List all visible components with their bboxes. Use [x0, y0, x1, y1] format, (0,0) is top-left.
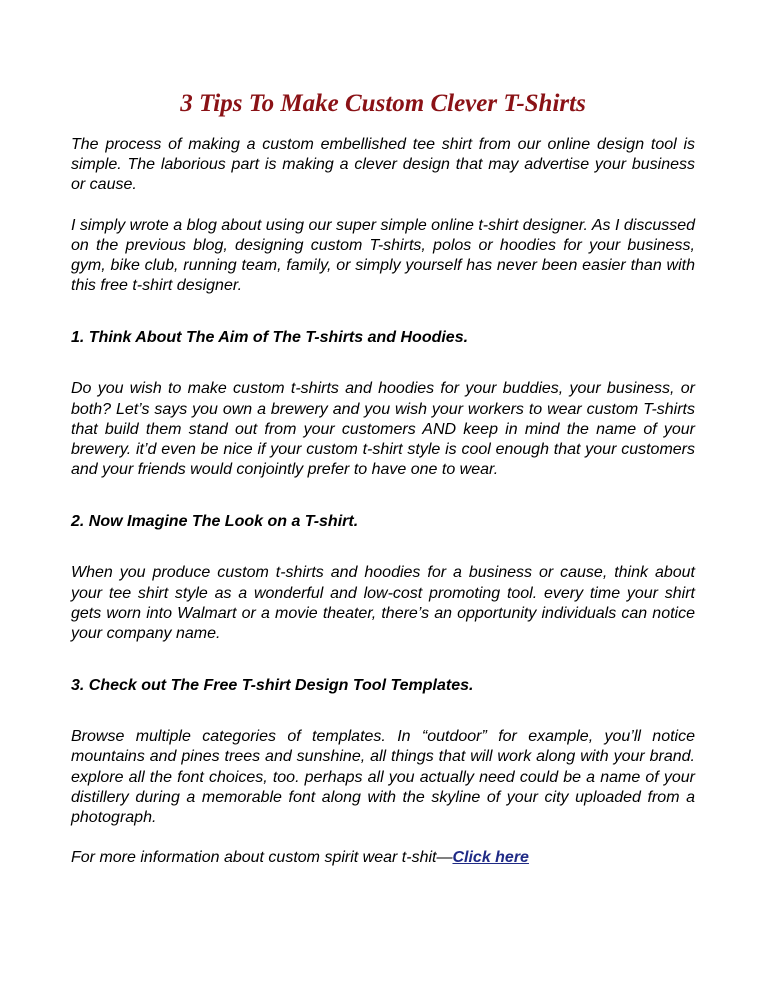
footer-text: For more information about custom spirit wear t-shit— — [71, 849, 453, 867]
document-title: 3 Tips To Make Custom Clever T-Shirts — [180, 90, 586, 117]
tip-3-heading: 3. Check out The Free T-shirt Design Tool Templates. — [71, 677, 474, 695]
tip-1-heading: 1. Think About The Aim of The T-shirts and Hoodies. — [71, 329, 469, 347]
intro-paragraph-2: I simply wrote a blog about using our super simple online t-shirt designer. As I discussed on the previous blog, designing custom T-shirts, polos or hoodies for your business, gym, bike club, running team, family, or simply yourself has never been easier than with this free t-shirt designer. — [71, 216, 696, 295]
footer-line — [71, 848, 695, 868]
tip-3-body: Browse multiple categories of templates. In “outdoor” for example, you’ll notice mountains and pines trees and sunshine, all things that will work along with your brand. explore all the font choices, too. perhaps all you actually need could be a name of your distillery during a memorable font along with the skyline of your city uploaded from a photograph. — [71, 728, 695, 827]
document-page — [71, 88, 695, 868]
click-here-link[interactable]: Click here — [452, 849, 529, 867]
tip-1-body: Do you wish to make custom t-shirts and hoodies for your buddies, your business, or both? Let’s says you own a brewery and you wish your workers to wear custom T-shirts that build them stand out from your customers AND keep in mind the name of your brewery. it’d even be nice if your custom t-shirt style is cool enough that your customers and your friends would conjointly prefer to have one to wear. — [71, 380, 695, 479]
intro-paragraph-1: The process of making a custom embellished tee shirt from our online design tool is simple. The laborious part is making a clever design that may advertise your business or cause. — [71, 136, 695, 194]
tip-2-heading: 2. Now Imagine The Look on a T-shirt. — [71, 513, 359, 531]
tip-2-body: When you produce custom t-shirts and hoodies for a business or cause, think about your tee shirt style as a wonderful and low-cost promoting tool. every time your shirt gets worn into Walmart or a movie theater, there’s an opportunity individuals can notice your company name. — [71, 564, 695, 643]
